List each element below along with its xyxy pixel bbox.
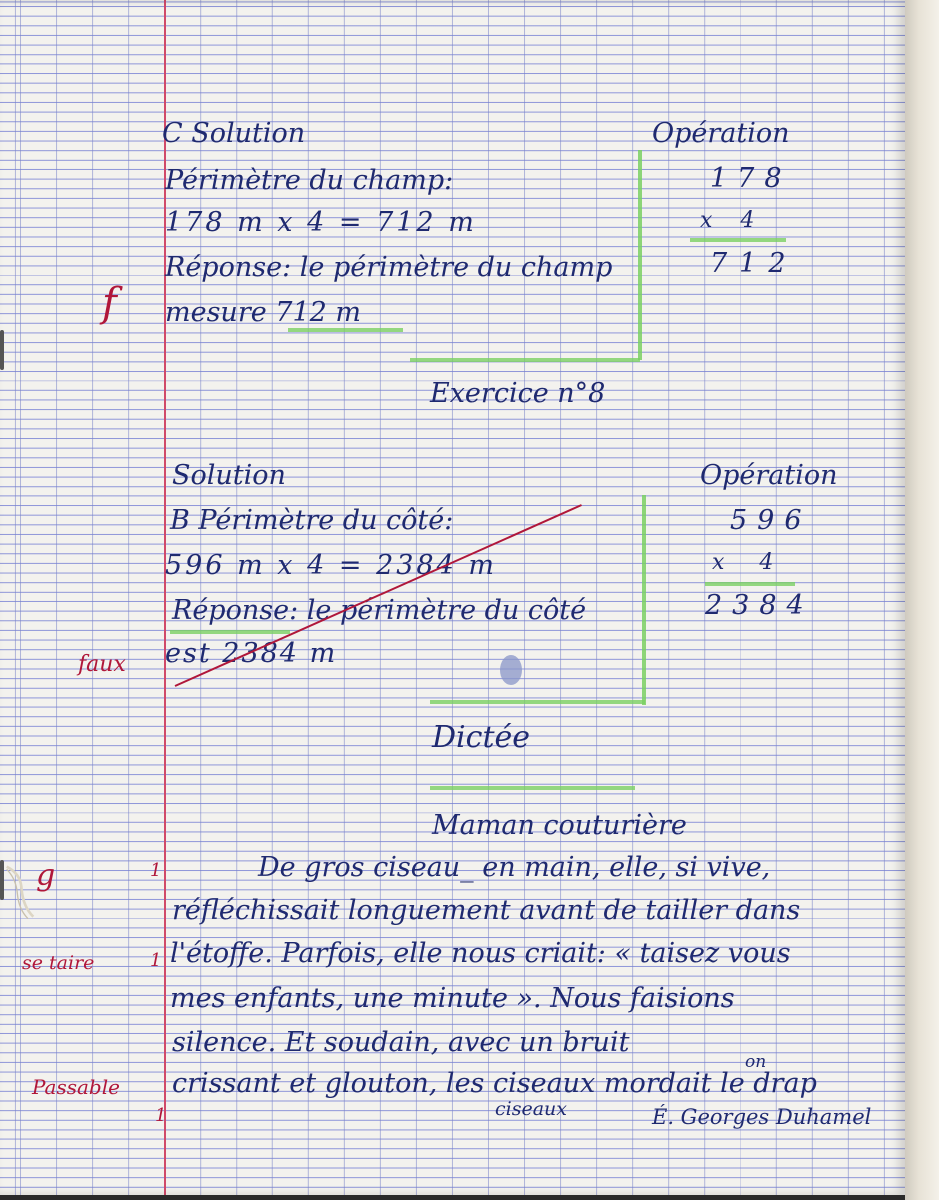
section2-op-underline [705,582,795,586]
dictation-title: Dictée [432,720,531,755]
section1-heading: C Solution [162,118,306,149]
binding-hole-bottom [0,860,4,900]
ink-blot [500,655,522,685]
margin-se-taire: se taire [22,952,95,974]
section1-result-box [288,328,403,332]
section2-margin-mark: faux [78,652,126,677]
dictation-line1: De gros ciseau_ en main, elle, si vive, [258,852,771,883]
correction-ciseaux: ciseaux [495,1098,567,1120]
correction-on: on [745,1052,767,1072]
section2-response-underline [170,630,290,634]
margin-tick-1: 1 [150,860,162,881]
exercise-title: Exercice n°8 [430,378,606,409]
margin-tick-3: 1 [155,1105,167,1126]
section1-op-line3: 712 [710,248,798,279]
section2-op-line2: x 4 [712,550,774,575]
section1-margin-mark: f [102,280,117,326]
section2-op-line1: 596 [730,505,812,536]
section2-line3: Réponse: le périmètre du côté [172,595,587,626]
section2-op-line3: 2384 [705,590,814,621]
section2-line4: est 2384 m [165,638,338,669]
dictation-line2: réfléchissait longuement avant de tailler dans [172,895,801,926]
dictation-line6: crissant et glouton, les ciseaux mordait le drap [172,1068,817,1099]
binding-hole-top [0,330,4,370]
section2-divider [642,495,646,705]
section1-op-underline [690,238,786,242]
notebook-edge [905,0,939,1200]
section2-operation-heading: Opération [700,460,838,491]
section1-divider [638,150,642,360]
dictation-line3: l'étoffe. Parfois, elle nous criait: « taisez vous [170,938,791,969]
dictation-line4: mes enfants, une minute ». Nous faisions [170,983,735,1014]
section2-bottom-rule [430,700,645,704]
section2-heading: Solution [172,460,286,491]
section1-op-line1: 178 [710,163,792,194]
section2-line2: 596 m x 4 = 2384 m [165,550,497,581]
dictation-author: É. Georges Duhamel [652,1105,872,1129]
section1-bottom-rule [410,358,640,362]
section2-line1: B Périmètre du côté: [170,505,454,536]
margin-tick-2: 1 [150,950,162,971]
section1-operation-heading: Opération [652,118,790,149]
dictation-subtitle: Maman couturière [432,810,687,841]
binding-string [0,860,40,920]
section1-line2: 178 m x 4 = 712 m [165,207,477,238]
margin-passable: Passable [32,1075,120,1099]
section1-line3: Réponse: le périmètre du champ [165,252,613,283]
dictation-title-rule [430,786,635,790]
dictation-line5: silence. Et soudain, avec un bruit [172,1027,630,1058]
margin-g: g [36,858,56,893]
section1-line1: Périmètre du champ: [165,165,454,196]
section1-op-line2: x 4 [700,208,755,233]
section1-line4: mesure 712 m [165,297,362,328]
